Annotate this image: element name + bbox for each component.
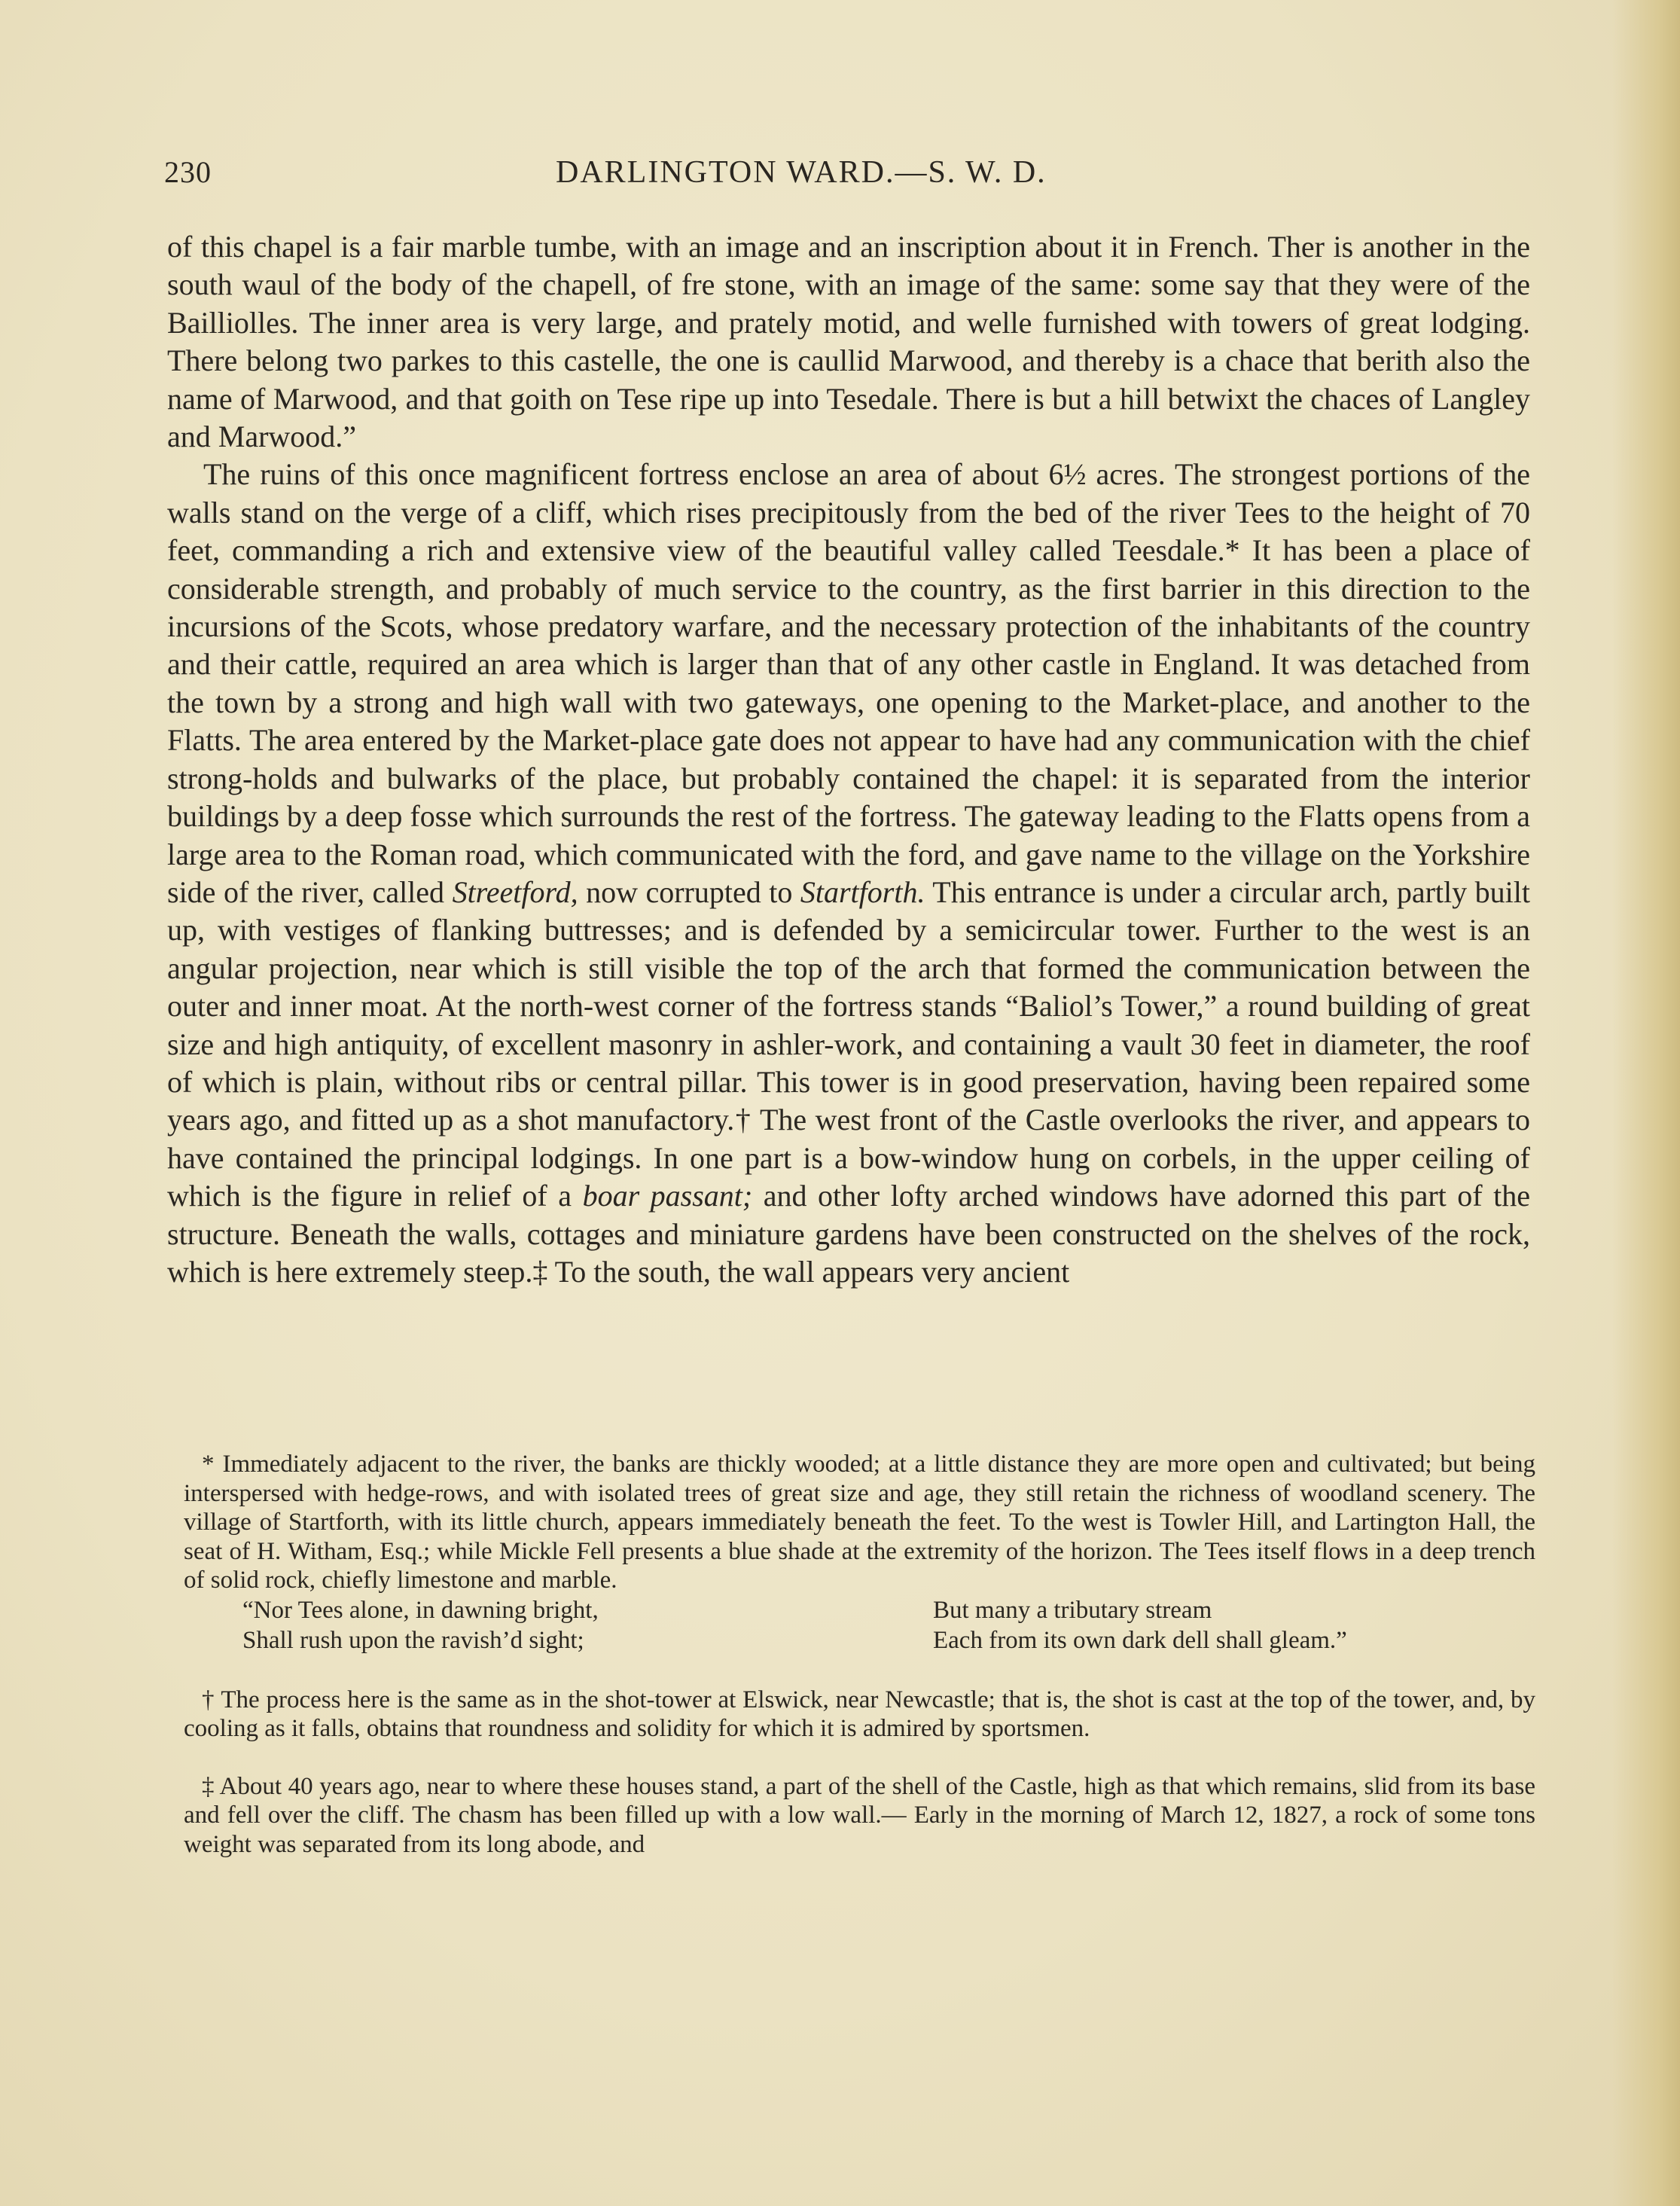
italic-streetford: Streetford, [452,874,578,909]
main-text [167,228,1530,1291]
paragraph-text-segment: and other lofty arched windows have adorned this part of the structure. Beneath the walls, cottages and miniature gardens have been constructed on the shelves of the rock, which is here extremely steep.‡ To the south, the wall appears very ancient [167,1179,1530,1289]
poem-line: “Nor Tees alone, in dawning bright, [242,1596,599,1624]
footnotes [184,1450,1535,1859]
poem-line: Shall rush upon the ravish’d sight; [242,1626,584,1654]
poem-line: But many a tributary stream [933,1596,1212,1624]
page-header [164,154,1535,200]
italic-boar-passant: boar passant; [582,1179,753,1213]
poem-right-column [933,1595,1528,1655]
paragraph-text-segment: The ruins of this once magnificent fortress enclose an area of about 6½ acres. The strongest portions of the walls stand on the verge of a cliff, which rises precipitously from the bed of the river Tees to the height of 70 feet, commanding a rich and extensive view of the beautiful valley called Teesdale.* It has been a place of considerable strength, and probably of much service to the country, as the first barrier in this direction to the incursions of the Scots, whose predatory warfare, and the necessary protection of the inhabitants of the country and their cattle, required an area which is larger than that of any other castle in England. It was detached from the town by a strong and high wall with two gateways, one opening to the Market-place, and another to the Flatts. The area entered by the Market-place gate does not appear to have had any communication with the chief strong-holds and bulwarks of the place, but probably contained the chapel: it is separated from the interior buildings by a deep fosse which surrounds the rest of the fortress. The gateway leading to the Flatts opens from a large area to the Roman road, which communicated with the ford, and gave name to the village on the Yorkshire side of the river, called [167,457,1530,909]
paragraph-text-segment: now corrupted to [578,874,800,909]
page-gutter-shadow [1612,0,1680,2206]
footnote-dagger: † The process here is the same as in the shot-tower at Elswick, near Newcastle; that is, the shot is cast at the top of the tower, and, by cooling as it falls, obtains that roundness and solidity for which it is admired by sportsmen. [184,1686,1535,1742]
footnote-spacer [184,1657,1535,1686]
poem-left-column [242,1595,815,1655]
paragraph-castle-ruins [167,456,1530,1291]
paragraph-text-segment: This entrance is under a circular arch, partly built up, with vestiges of flanking buttresses; and is defended by a semicircular tower. Further to the west is an angular projection, near which is still visible the top of the arch that formed the communication between the outer and inner moat. At the north-west corner of the fortress stands “Baliol’s Tower,” a round building of great size and high antiquity, of excellent masonry in ashler-work, and containing a vault 30 feet in diameter, the roof of which is plain, without ribs or central pillar. This tower is in good preservation, having been repaired some years ago, and fitted up as a shot manufactory.† The west front of the Castle overlooks the river, and appears to have contained the principal lodgings. In one part is a bow-window hung on corbels, in the upper ceiling of which is the figure in relief of a [167,874,1530,1213]
footnote-double-dagger: ‡ About 40 years ago, near to where these houses stand, a part of the shell of the Castle, high as that which remains, slid from its base and fell over the cliff. The chasm has been filled up with a low wall.— Early in the morning of March 12, 1827, a rock of some tons weight was separated from its long abode, and [184,1772,1535,1858]
paragraph-leland-quote: of this chapel is a fair marble tumbe, with an image and an inscription about it in French. Ther is another in the south waul of the body of the chapell, of fre stone, with an image of the same: some say that they were of the Bailliolles. The inner area is very large, and prately motid, and welle furnished with towers of great lodging. There belong two parkes to this castelle, the one is caullid Marwood, and thereby is a chace that berith also the name of Marwood, and that goith on Tese ripe up into Tesedale. There is but a hill betwixt the chaces of Langley and Marwood.” [167,230,1530,454]
poem-quote [184,1595,1535,1657]
page-number: 230 [164,155,212,189]
footnote-star: * Immediately adjacent to the river, the banks are thickly wooded; at a little distance they are more open and cultivated; but being interspersed with hedge-rows, and with isolated trees of great size and age, they still retain the richness of woodland scenery. The village of Startforth, with its little church, appears immediately beneath the feet. To the west is Towler Hill, and Lartington Hall, the seat of H. Witham, Esq.; while Mickle Fell presents a blue shade at the extremity of the horizon. The Tees itself flows in a deep trench of solid rock, chiefly limestone and marble. [184,1451,1535,1594]
italic-startforth: Startforth. [800,874,925,909]
footnote-spacer [184,1744,1535,1772]
running-title: DARLINGTON WARD.—S. W. D. [556,155,1047,190]
poem-line: Each from its own dark dell shall gleam.” [933,1626,1347,1654]
